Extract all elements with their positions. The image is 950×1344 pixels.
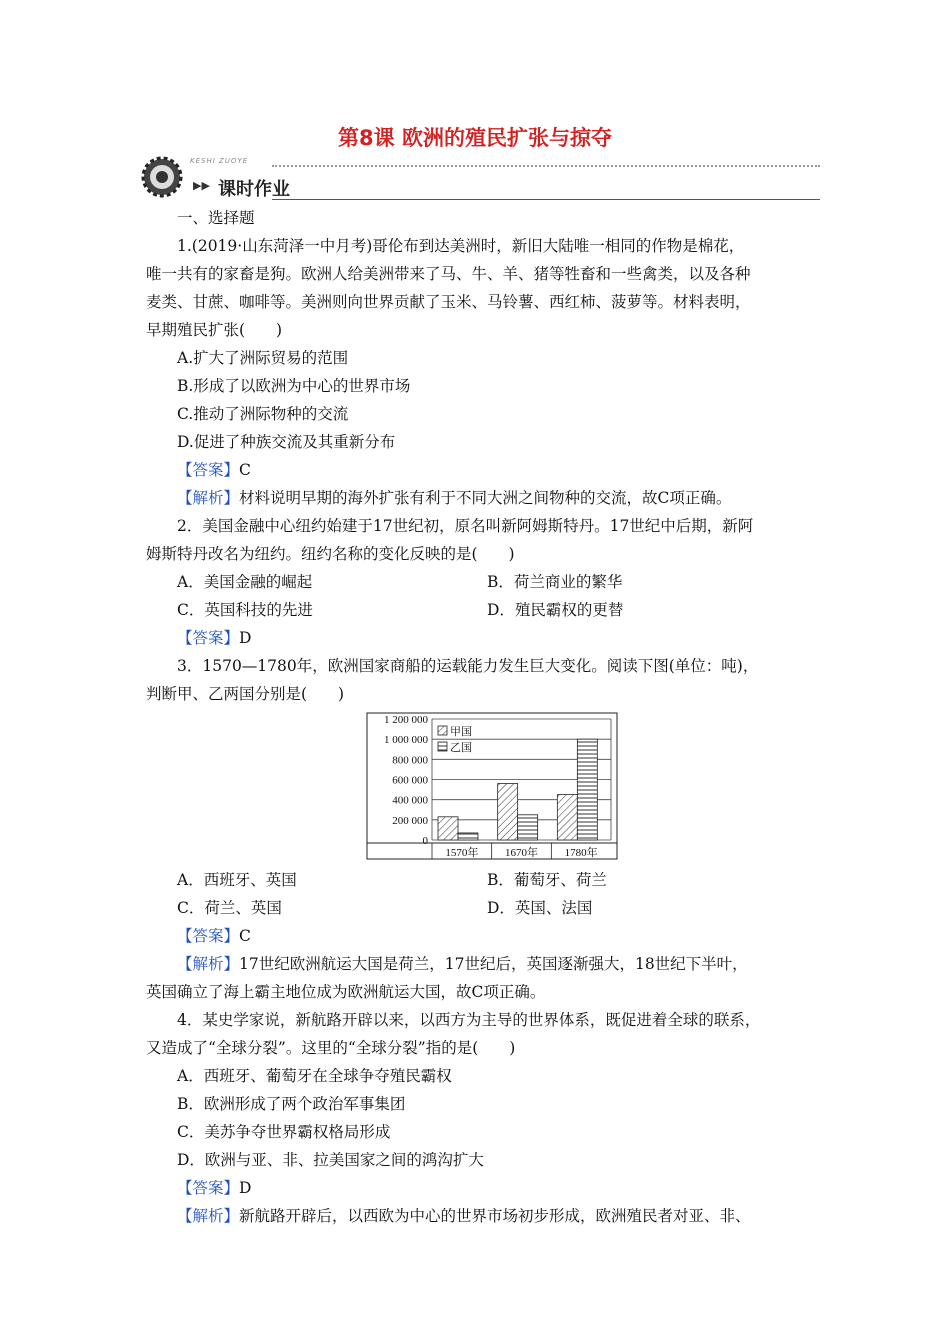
- y-tick-label: 800 000: [392, 754, 428, 767]
- q1-line: 麦类、甘蔗、咖啡等。美洲则向世界贡献了玉米、马铃薯、西红柿、菠萝等。材料表明，: [146, 293, 751, 311]
- y-tick-label: 1 000 000: [384, 734, 428, 747]
- bar-jia: [557, 795, 577, 840]
- bar-yi: [458, 833, 478, 840]
- q3-line: 3．1570—1780年，欧洲国家商船的运载能力发生巨大变化。阅读下图(单位：吨)，: [177, 657, 759, 675]
- bar-yi: [577, 739, 597, 840]
- x-category-label: 1570年: [445, 847, 479, 859]
- answer-tag: 【答案】: [177, 1179, 240, 1197]
- q1-line: 1.(2019·山东菏泽一中月考)哥伦布到达美洲时，新旧大陆唯一相同的作物是棉花，: [177, 237, 745, 255]
- answer-tag: 【答案】: [177, 461, 240, 479]
- q1-option: A.扩大了洲际贸易的范围: [177, 349, 349, 367]
- analysis-tag: 【解析】: [177, 489, 240, 507]
- q1-option: D.促进了种族交流及其重新分布: [177, 433, 396, 451]
- q1-option: B.形成了以欧洲为中心的世界市场: [177, 377, 411, 395]
- q2-option: A．美国金融的崛起: [177, 573, 313, 591]
- legend-label: 甲国: [450, 725, 472, 738]
- answer-value: C: [239, 461, 251, 479]
- q4-option: D．欧洲与亚、非、拉美国家之间的鸿沟扩大: [177, 1151, 484, 1169]
- analysis-tag: 【解析】: [177, 955, 240, 973]
- answer-value: C: [239, 927, 251, 945]
- q1-line: 唯一共有的家畜是狗。欧洲人给美洲带来了马、牛、羊、猪等牲畜和一些禽类，以及各种: [146, 265, 751, 283]
- q3-option: D．英国、法国: [487, 899, 593, 917]
- banner-rule: [272, 199, 820, 200]
- bar-chart: [366, 712, 618, 860]
- q2-option: B．荷兰商业的繁华: [487, 573, 623, 591]
- q4-option: B．欧洲形成了两个政治军事集团: [177, 1095, 406, 1113]
- lesson-banner: [140, 155, 820, 203]
- q1-analysis: [146, 484, 814, 512]
- y-tick-label: 600 000: [392, 774, 428, 787]
- q3-options-row: [146, 866, 814, 894]
- q3-answer: [146, 922, 814, 950]
- q2-option: D．殖民霸权的更替: [487, 601, 624, 619]
- q3-options-row: [146, 894, 814, 922]
- analysis-text: 新航路开辟后，以西欧为中心的世界市场初步形成，欧洲殖民者对亚、非、: [239, 1207, 751, 1225]
- answer-value: D: [239, 629, 252, 647]
- q1-line: 早期殖民扩张( ): [146, 321, 283, 339]
- bar-jia: [438, 817, 458, 840]
- legend-label: 乙国: [450, 741, 472, 754]
- y-tick-label: 400 000: [392, 794, 428, 807]
- q2-answer: [146, 624, 814, 652]
- dotted-rule: [272, 165, 820, 167]
- legend-swatch: [438, 742, 447, 751]
- q3-option: C．荷兰、英国: [177, 899, 282, 917]
- q2-options-row: [146, 568, 814, 596]
- gear-icon: [140, 155, 188, 199]
- bar-yi: [518, 815, 538, 840]
- q3-analysis: [146, 950, 814, 978]
- x-category-label: 1670年: [505, 847, 538, 859]
- analysis-text: 17世纪欧洲航运大国是荷兰，17世纪后，英国逐渐强大，18世纪下半叶，: [239, 955, 748, 973]
- tonnage-chart: [146, 708, 814, 866]
- q4-analysis: [146, 1202, 814, 1230]
- q3-analysis-cont: 英国确立了海上霸主地位成为欧洲航运大国，故C项正确。: [146, 983, 546, 1001]
- banner-label: 课时作业: [218, 179, 290, 200]
- x-category-label: 1780年: [564, 847, 598, 859]
- legend-swatch: [438, 726, 447, 735]
- q4-option: C．美苏争夺世界霸权格局形成: [177, 1123, 391, 1141]
- y-tick-label: 0: [422, 835, 428, 847]
- y-tick-label: 200 000: [392, 814, 428, 827]
- y-tick-label: 1 200 000: [384, 714, 428, 726]
- section-heading: 一、选择题: [177, 209, 255, 227]
- q2-option: C．英国科技的先进: [177, 601, 313, 619]
- q4-answer: [146, 1174, 814, 1202]
- analysis-tag: 【解析】: [177, 1207, 240, 1225]
- bar-jia: [498, 784, 518, 840]
- q3-option: B．葡萄牙、荷兰: [487, 871, 607, 889]
- analysis-text: 材料说明早期的海外扩张有利于不同大洲之间物种的交流，故C项正确。: [239, 489, 732, 507]
- q2-options-row: [146, 596, 814, 624]
- q4-option: A．西班牙、葡萄牙在全球争夺殖民霸权: [177, 1067, 452, 1085]
- q1-option: C.推动了洲际物种的交流: [177, 405, 349, 423]
- banner-subtitle: KESHI ZUOYE: [190, 157, 249, 165]
- q1-answer: [146, 456, 814, 484]
- q2-line: 2．美国金融中心纽约始建于17世纪初，原名叫新阿姆斯特丹。17世纪中后期，新阿: [177, 517, 754, 535]
- answer-value: D: [239, 1179, 252, 1197]
- q4-line: 又造成了“全球分裂”。这里的“全球分裂”指的是( ): [146, 1039, 516, 1057]
- page-title: 第8课 欧洲的殖民扩张与掠夺: [338, 126, 612, 150]
- q3-line: 判断甲、乙两国分别是( ): [146, 685, 345, 703]
- exercise-content: [146, 204, 814, 1230]
- q2-line: 姆斯特丹改名为纽约。纽约名称的变化反映的是( ): [146, 545, 515, 563]
- arrows-icon: ▶▶: [193, 179, 210, 192]
- answer-tag: 【答案】: [177, 629, 240, 647]
- answer-tag: 【答案】: [177, 927, 240, 945]
- q3-option: A．西班牙、英国: [177, 871, 297, 889]
- q4-line: 4．某史学家说，新航路开辟以来，以西方为主导的世界体系，既促进着全球的联系，: [177, 1011, 761, 1029]
